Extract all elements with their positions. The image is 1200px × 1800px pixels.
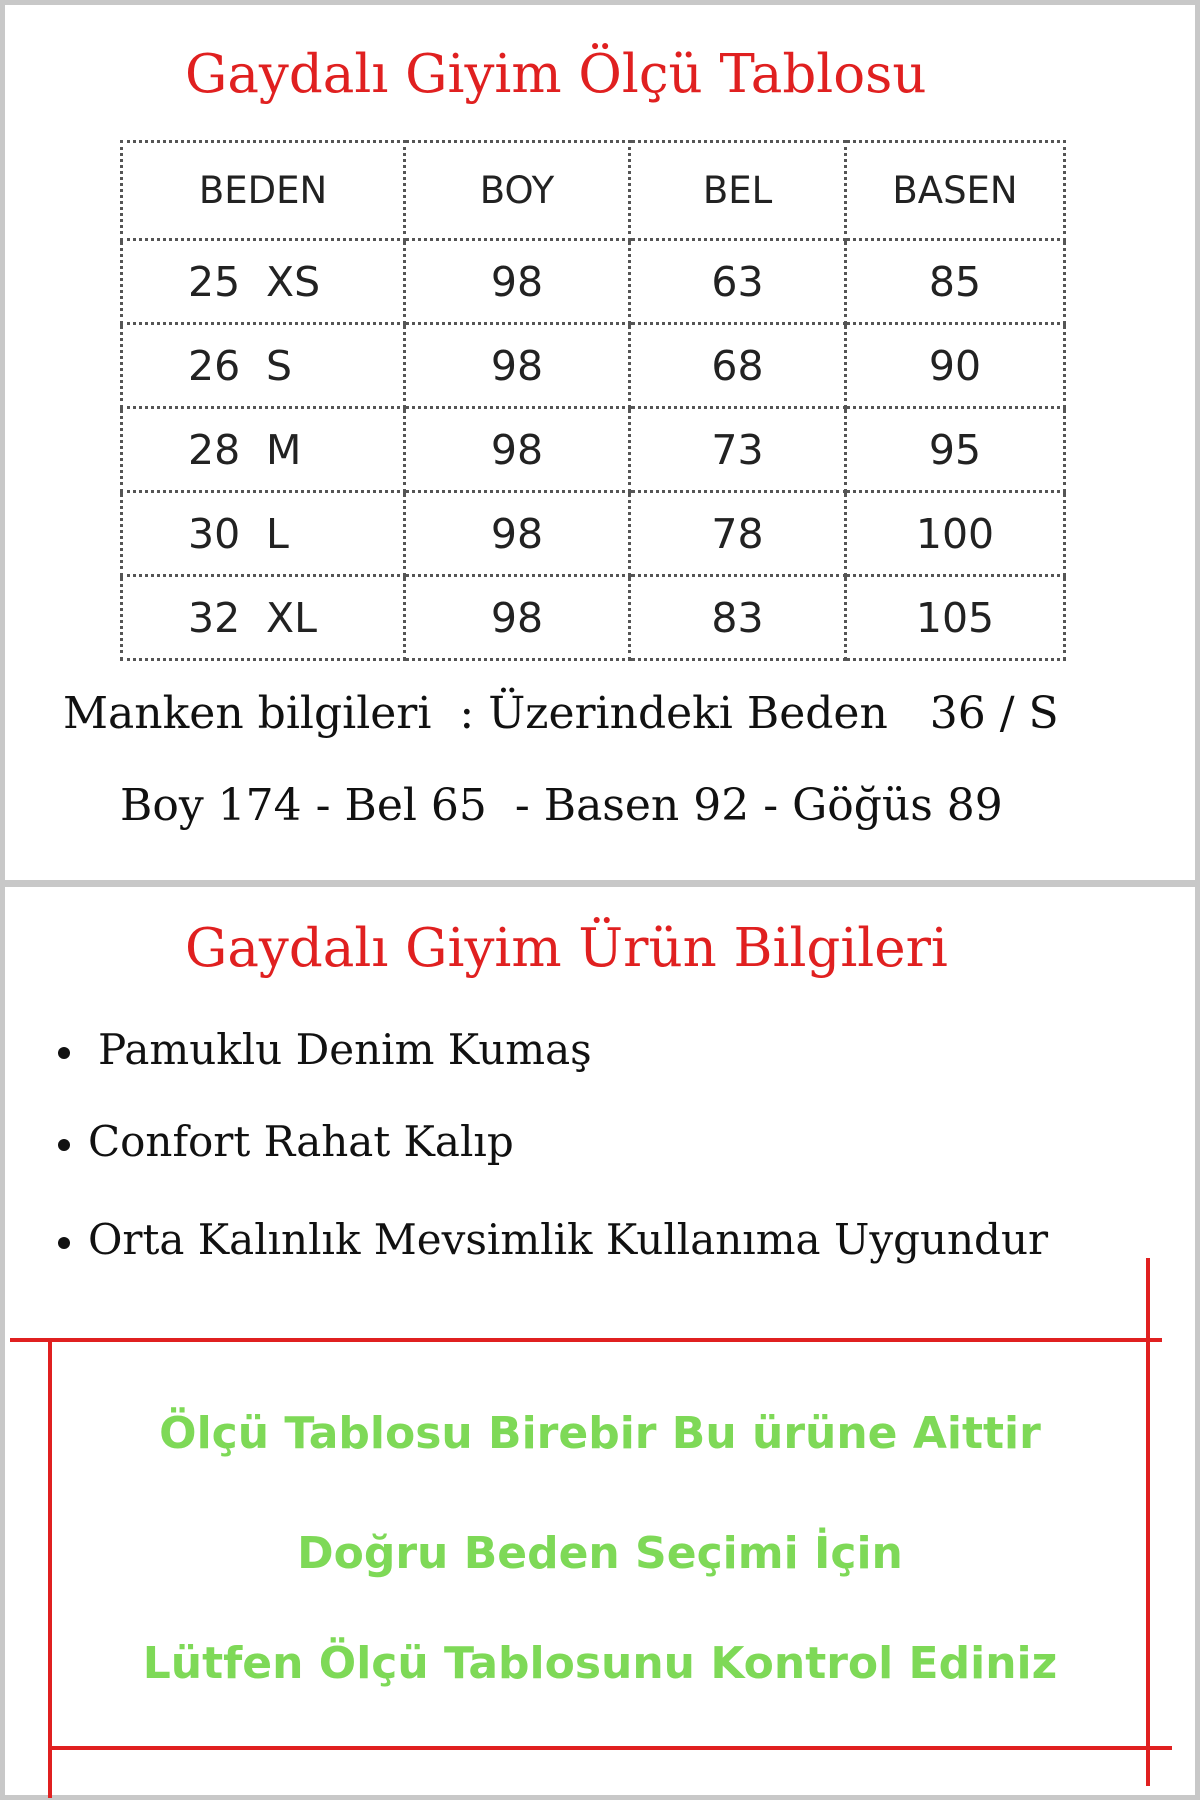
- notice-line2: Doğru Beden Seçimi İçin: [297, 1528, 903, 1579]
- header-beden: BEDEN: [122, 142, 405, 240]
- boy-cell: 98: [405, 240, 630, 324]
- size-letter: XS: [266, 257, 321, 306]
- bel-cell: 68: [630, 324, 846, 408]
- list-item-text: Confort Rahat Kalıp: [88, 1117, 514, 1166]
- boy-cell: 98: [405, 576, 630, 660]
- list-item: [58, 1215, 1048, 1264]
- beden-cell: [122, 408, 405, 492]
- size-table: [120, 140, 1066, 661]
- basen-cell: 85: [846, 240, 1065, 324]
- model-info-line1: Manken bilgileri : Üzerindeki Beden 36 / S: [63, 688, 1059, 739]
- table-row: [122, 576, 1065, 660]
- notice-line3: Lütfen Ölçü Tablosunu Kontrol Ediniz: [142, 1638, 1058, 1689]
- notice-line1: Ölçü Tablosu Birebir Bu ürüne Aittir: [159, 1408, 1041, 1459]
- bullet-icon: [58, 1237, 70, 1249]
- size-number: 28: [188, 425, 241, 474]
- size-letter: XL: [266, 593, 317, 642]
- list-item: [58, 1025, 592, 1074]
- size-letter: S: [266, 341, 293, 390]
- boy-cell: 98: [405, 492, 630, 576]
- red-frame-line-top: [10, 1338, 1162, 1342]
- size-number: 26: [188, 341, 241, 390]
- model-info-line2: Boy 174 - Bel 65 - Basen 92 - Göğüs 89: [120, 780, 1003, 831]
- basen-cell: 100: [846, 492, 1065, 576]
- boy-cell: 98: [405, 324, 630, 408]
- list-item: [58, 1117, 514, 1166]
- table-row: [122, 408, 1065, 492]
- header-boy: BOY: [405, 142, 630, 240]
- table-row: [122, 324, 1065, 408]
- beden-cell: [122, 576, 405, 660]
- size-number: 32: [188, 593, 241, 642]
- list-item-text: Pamuklu Denim Kumaş: [98, 1025, 592, 1074]
- list-item-text: Orta Kalınlık Mevsimlik Kullanıma Uygundur: [88, 1215, 1049, 1264]
- size-letter: L: [266, 509, 289, 558]
- size-chart-title: Gaydalı Giyim Ölçü Tablosu: [185, 44, 927, 105]
- basen-cell: 90: [846, 324, 1065, 408]
- beden-cell: [122, 240, 405, 324]
- size-number: 25: [188, 257, 241, 306]
- table-row: [122, 240, 1065, 324]
- bel-cell: 83: [630, 576, 846, 660]
- beden-cell: [122, 324, 405, 408]
- table-row: [122, 492, 1065, 576]
- size-letter: M: [266, 425, 302, 474]
- header-bel: BEL: [630, 142, 846, 240]
- bullet-icon: [58, 1047, 70, 1059]
- product-info-title: Gaydalı Giyim Ürün Bilgileri: [185, 918, 948, 979]
- bel-cell: 63: [630, 240, 846, 324]
- size-number: 30: [188, 509, 241, 558]
- red-frame-line-bottom: [48, 1746, 1172, 1750]
- bullet-icon: [58, 1139, 70, 1151]
- basen-cell: 105: [846, 576, 1065, 660]
- bel-cell: 78: [630, 492, 846, 576]
- beden-cell: [122, 492, 405, 576]
- section-divider: [0, 880, 1200, 887]
- red-frame-line-right: [1146, 1258, 1150, 1786]
- basen-cell: 95: [846, 408, 1065, 492]
- table-header-row: [122, 142, 1065, 240]
- bel-cell: 73: [630, 408, 846, 492]
- header-basen: BASEN: [846, 142, 1065, 240]
- boy-cell: 98: [405, 408, 630, 492]
